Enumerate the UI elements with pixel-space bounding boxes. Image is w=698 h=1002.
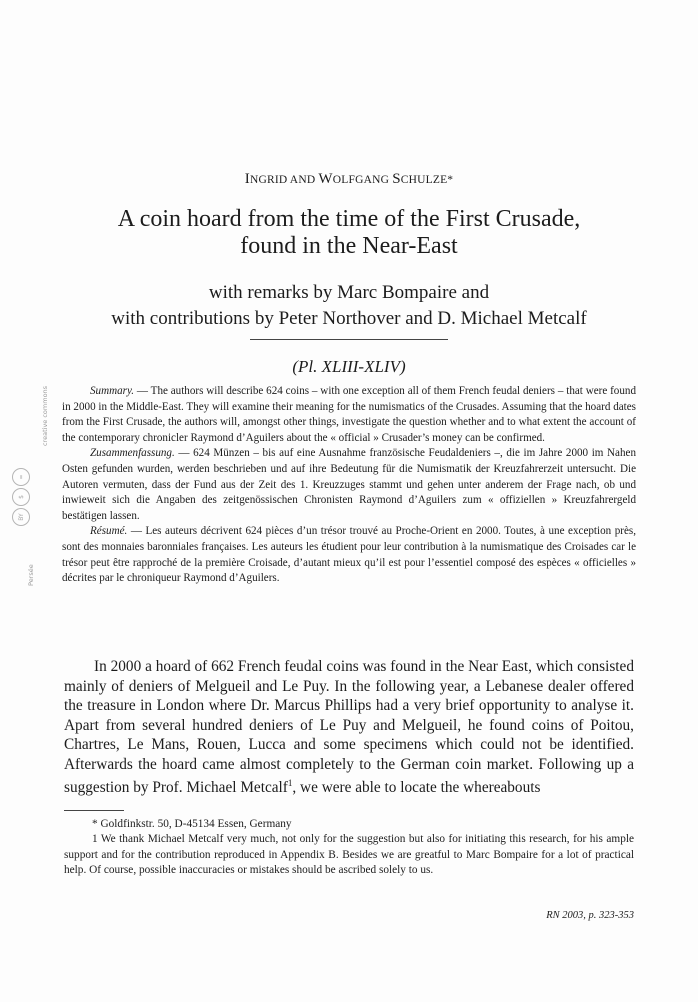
subtitle-line-1: with remarks by Marc Bompaire and — [208, 282, 490, 303]
cc-nc-icon: $ — [12, 488, 30, 506]
cc-by-icon: BY — [12, 508, 30, 526]
title-line-1: A coin hoard from the time of the First Crusade, — [117, 206, 581, 232]
journal-citation: RN 2003, p. 323-353 — [546, 910, 634, 921]
footnote-address: * Goldfinkstr. 50, D-45134 Essen, Germany — [92, 818, 292, 830]
main-body — [64, 657, 634, 798]
abstract — [62, 384, 636, 587]
subtitle-line-2: with contributions by Peter Northover and D. Michael Metcalf — [111, 308, 587, 329]
german-summary-paragraph: Zusammenfassung. — 624 Münzen – bis auf eine Ausnahme französische Feudaldeniers –, die im Jahre 2000 im Nahen Osten gefunden wurden, werden beschrieben und auf ihre Bedeutung für die Numismatik der Kreuzfahrerzeit untersucht. Die Autoren vermuten, dass der Fund aus der Zeit des 1. Kreuzzuges stammt und gehen unter anderem der Frage nach, ob und inwieweit sich die Angaben des zeitgenössischen Chronisten Raymond d’Aguilers zum « offiziellen » Kreuzfahrergeld bestätigen lassen. — [62, 447, 636, 522]
plates-reference: (Pl. XLIII-XLIV) — [292, 357, 406, 376]
footnote-1: 1 We thank Michael Metcalf very much, not only for the suggestion but also for initiating this research, for his ample support and for the contribution reproduced in Appendix B. Besides we are greatful to Marc Bompaire for a lot of practical help. Of course, possible inaccuracies or mistakes should be ascribed solely to us. — [64, 833, 634, 876]
title-line-2: found in the Near-East — [240, 233, 458, 259]
footnote-reference: 1 — [287, 778, 293, 788]
french-summary-paragraph: Résumé. — Les auteurs décrivent 624 pièces d’un trésor trouvé au Proche-Orient en 2000. Toutes, à une exception près, sont des monnaies baronniales françaises. Les auteurs les étudient pour leur contribution à la numismatique des Croisades car le trésor peut être rapproché de la première Croisade, d’autant mieux qu’il est pour l’essentiel composé des espèces « officielles » décrites par le chroniqueur Raymond d’Aguilers. — [62, 525, 636, 585]
authors-line: INGRID AND WOLFGANG SCHULZE* — [244, 171, 454, 187]
cc-nd-icon: = — [12, 468, 30, 486]
paper-subtitle — [40, 280, 658, 332]
title-divider — [250, 339, 448, 340]
footnotes — [64, 817, 634, 878]
footnote-divider — [64, 810, 124, 811]
summary-paragraph: Summary. — The authors will describe 624 coins – with one exception all of them French feudal deniers – that were found in 2000 in the Middle-East. They will examine their meaning for the numismatics of the Crusades. Assuming that the hoard dates from the First Crusade, the authors will, amongst other things, investigate the question whether and to what extent the account of the contemporary chronicler Raymond d’Aguilers about the « official » Crusader’s money can be confirmed. — [62, 385, 636, 444]
creative-commons-label: creative commons — [41, 385, 49, 446]
persee-label: Persée — [27, 564, 35, 586]
body-paragraph: In 2000 a hoard of 662 French feudal coins was found in the Near East, which consisted mainly of deniers of Melgueil and Le Puy. In the following year, a Lebanese dealer offered the treasure in London where Dr. Marcus Phillips had a very brief opportunity to analyse it. Apart from several hundred deniers of Le Puy and Melgueil, he found coins of Poitou, Chartres, Le Mans, Rouen, Lucca and some specimens which could not be identified. Afterwards the hoard came almost completely to the German coin market. Following up a suggestion by Prof. Michael Metcalf$^1$, we were able to locate the whereabouts — [64, 658, 634, 797]
license-icons — [9, 468, 35, 528]
paper-title — [40, 206, 658, 260]
